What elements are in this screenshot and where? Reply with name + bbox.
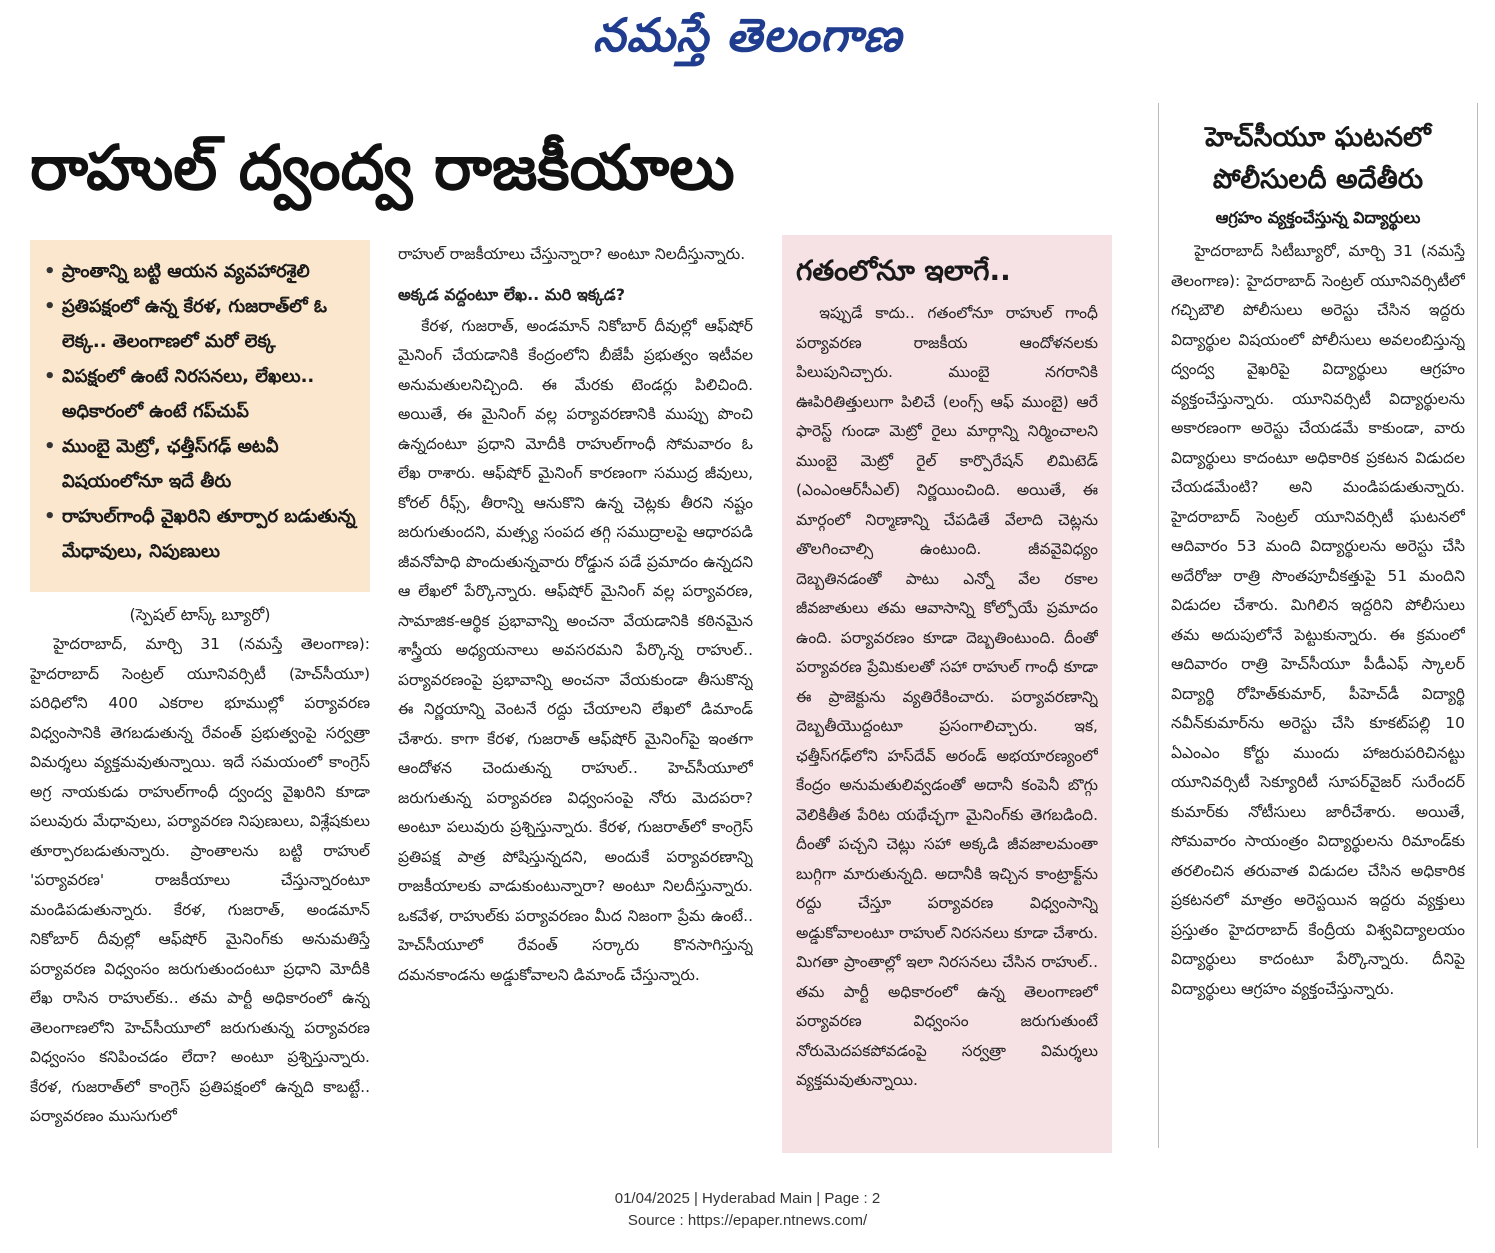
masthead-logo: నమస్తే తెలంగాణ (592, 8, 903, 62)
footer (0, 1188, 1495, 1232)
right-story-box (1158, 103, 1478, 1148)
right-story-deck: ఆగ్రహం వ్యక్తంచేస్తున్న విద్యార్థులు (1215, 208, 1421, 227)
article-body-1: హైదరాబాద్, మార్చి 31 (నమస్తే తెలంగాణ): హైదరాబాద్ సెంట్రల్ యూనివర్సిటీ (హెచ్‌సీయూ) పరిధిలోని 400 ఎకరాల భూముల్లో పర్యావరణ విధ్వంసానికి తెగబడుతున్న రేవంత్ ప్రభుత్వంపై సర్వత్రా విమర్శలు వ్యక్తమవుతున్నాయి. ఇదే సమయంలో కాంగ్రెస్ అగ్ర నాయకుడు రాహుల్‌గాంధీ ద్వంద్వ వైఖరిని కూడా పలువురు మేధావులు, పర్యావరణ నిపుణులు, విశ్లేషకులు తూర్పారబడుతున్నారు. ప్రాంతాలను బట్టి రాహుల్ 'పర్యావరణ' రాజకీయాలు చేస్తున్నారంటూ మండిపడుతున్నారు. కేరళ, గుజరాత్, అండమాన్ నికోబార్ దీవుల్లో ఆఫ్‌షోర్ మైనింగ్‌కు అనుమతిస్తే పర్యావరణ విధ్వంసం జరుగుతుందంటూ ప్రధాని మోదీకి లేఖ రాసిన రాహుల్‌కు.. తమ పార్టీ అధికారంలో ఉన్న తెలంగాణలోని హెచ్‌సీయూలో జరుగుతున్న పర్యావరణ విధ్వంసం కనిపించడం లేదా? అంటూ ప్రశ్నిస్తున్నారు. కేరళ, గుజరాత్‌లో కాంగ్రెస్ ప్రతిపక్షంలో ఉన్నది కాబట్టే.. పర్యావరణం ముసుగులో (30, 635, 370, 1125)
highlight-item: • ప్రతిపక్షంలో ఉన్న కేరళ, గుజరాత్‌లో ఓ లెక్క.. తెలంగాణలో మరో లెక్క (62, 289, 358, 359)
sidebar-body: ఇప్పుడే కాదు.. గతంలోనూ రాహుల్ గాంధీ పర్యావరణ రాజకీయ ఆందోళనలకు పిలుపునిచ్చారు. ముంబై నగరానికి ఊపిరితిత్తులుగా పిలిచే (లంగ్స్ ఆఫ్ ముంబై) ఆరే ఫారెస్ట్ గుండా మెట్రో రైలు మార్గాన్ని నిర్మించాలని ముంబై మెట్రో రైల్ కార్పొరేషన్ లిమిటెడ్ (ఎంఎంఆర్‌సీఎల్) నిర్ణయించింది. అయితే, ఈ మార్గంలో నిర్మాణాన్ని చేపడితే వేలాది చెట్లను తొలగించాల్సి ఉంటుంది. జీవవైవిధ్యం దెబ్బతినడంతో పాటు ఎన్నో వేల రకాల జీవజాతులు తమ ఆవాసాన్ని కోల్పోయే ప్రమాదం ఉంది. పర్యావరణం కూడా దెబ్బతింటుంది. దీంతో పర్యావరణ ప్రేమికులతో సహా రాహుల్ గాంధీ కూడా ఈ ప్రాజెక్టును వ్యతిరేకించారు. పర్యావరణాన్ని దెబ్బతీయొద్దంటూ ప్రసంగాలిచ్చారు. ఇక, ఛత్తీస్‌గఢ్‌లోని హస్‌దేవ్ అరండ్ అభయారణ్యంలో కేంద్రం అనుమతులివ్వడంతో అదానీ కంపెనీ బొగ్గు వెలికితీత పేరిట యథేచ్ఛగా మైనింగ్‌కు తెగబడింది. దీంతో పచ్చని చెట్లు సహా అక్కడి జీవజాలమంతా బుగ్గిగా మారుతున్నది. అదానీకి ఇచ్చిన కాంట్రాక్ట్‌ను రద్దు చేస్తూ పర్యావరణ విధ్వంసాన్ని అడ్డుకోవాలంటూ రాహుల్ నిరసనలు కూడా చేశారు. మిగతా ప్రాంతాల్లో ఇలా నిరసనలు చేసిన రాహుల్.. తమ పార్టీ అధికారంలో ఉన్న తెలంగాణలో పర్యావరణ విధ్వంసం జరుగుతుంటే నోరుమెదపకపోవడంపై సర్వత్రా విమర్శలు వ్యక్తమవుతున్నాయి. (796, 304, 1098, 1089)
highlight-item: • రాహుల్‌గాంధీ వైఖరిని తూర్పార బడుతున్న మేధావులు, నిపుణులు (62, 499, 358, 569)
highlights-list (42, 254, 358, 569)
footer-source-line: Source : https://epaper.ntnews.com/ (627, 1212, 868, 1229)
highlights-box (30, 240, 370, 592)
sidebar-title: గతంలోనూ ఇలాగే.. (796, 254, 1011, 287)
article-continuation: రాహుల్ రాజకీయాలు చేస్తున్నారా? అంటూ నిలదీస్తున్నారు. (398, 245, 746, 263)
article-column-1 (30, 600, 370, 1155)
right-story-title-2: పోలీసులదీ అదేతీరు (1212, 164, 1424, 195)
article-column-2 (398, 240, 753, 1155)
headline: రాహుల్ ద్వంద్వ రాజకీయాలు (30, 131, 735, 204)
right-story-title-1: హెచ్‌సీయూ ఘటనలో (1205, 122, 1431, 153)
highlight-item: • విపక్షంలో ఉంటే నిరసనలు, లేఖలు.. అధికారంలో ఉంటే గప్‌చుప్ (62, 359, 358, 429)
sidebar-box (782, 235, 1112, 1153)
highlight-item: • ప్రాంతాన్ని బట్టి ఆయన వ్యవహారశైలి (62, 254, 358, 289)
right-story-body: హైదరాబాద్ సిటీబ్యూరో, మార్చి 31 (నమస్తే తెలంగాణ): హైదరాబాద్ సెంట్రల్ యూనివర్సిటీలో గచ్చిబౌలి పోలీసులు అరెస్టు చేసిన ఇద్దరు విద్యార్థుల విషయంలో పోలీసులు అవలంబిస్తున్న ద్వంద్వ వైఖరిపై విద్యార్థులు ఆగ్రహం వ్యక్తంచేస్తున్నారు. యూనివర్సిటీ విద్యార్థులను అకారణంగా అరెస్టు చేయడమే కాకుండా, వారు విద్యార్థులు కాదంటూ అధికారిక ప్రకటన విడుదల చేయడమేంటి? అని మండిపడుతున్నారు. హైదరాబాద్ సెంట్రల్ యూనివర్సిటీ ఘటనలో ఆదివారం 53 మంది విద్యార్థులను అరెస్టు చేసి అదేరోజు రాత్రి సొంతపూచీకత్తుపై 51 మందిని విడుదల చేశారు. మిగిలిన ఇద్దరిని పోలీసులు తమ అదుపులోనే పెట్టుకున్నారు. ఈ క్రమంలో ఆదివారం రాత్రి హెచ్‌సీయూ పీడీఎఫ్ స్కాలర్ విద్యార్థి రోహిత్‌కుమార్, పీహెచ్‌డీ విద్యార్థి నవీన్‌కుమార్‌ను అరెస్టు చేసి కూకట్‌పల్లి 10 ఏఎంఎం కోర్టు ముందు హాజరుపరిచినట్టు యూనివర్సిటీ సెక్యూరిటీ సూపర్‌వైజర్ సురేందర్ కుమార్‌కు నోటీసులు జారీచేశారు. అయితే, సోమవారం సాయంత్రం విద్యార్థులను రిమాండ్‌కు తరలించిన తరువాత విడుదల చేసిన అధికారిక ప్రకటనలో మాత్రం అరెస్టయిన ఇద్దరు వ్యక్తులు ప్రస్తుతం హైదరాబాద్ కేంద్రీయ విశ్వవిద్యాలయం విద్యార్థులు కాదంటూ పేర్కొన్నారు. దీనిపై విద్యార్థులు ఆగ్రహం వ్యక్తంచేస్తున్నారు. (1171, 242, 1465, 998)
right-story-body-wrap (1171, 237, 1465, 1117)
article-subhead: అక్కడ వద్దంటూ లేఖ.. మరి ఇక్కడ? (398, 284, 626, 304)
byline: (స్పెషల్ టాస్క్ బ్యూరో) (129, 605, 271, 624)
footer-edition-line: 01/04/2025 | Hyderabad Main | Page : 2 (614, 1190, 881, 1207)
article-body-2: కేరళ, గుజరాత్, అండమాన్ నికోబార్ దీవుల్లో ఆఫ్‌షోర్ మైనింగ్ చేయడానికి కేంద్రంలోని బీజేపీ ప్రభుత్వం ఇటీవల అనుమతులనిచ్చింది. ఈ మేరకు టెండర్లు పిలిచింది. అయితే, ఈ మైనింగ్ వల్ల పర్యావరణానికి ముప్పు పొంచి ఉన్నదంటూ ప్రధాని మోదీకి రాహుల్‌గాంధీ సోమవారం ఓ లేఖ రాశారు. ఆఫ్‌షోర్ మైనింగ్ కారణంగా సముద్ర జీవులు, కోరల్ రీఫ్స్, తీరాన్ని ఆనుకొని ఉన్న చెట్లకు తీరని నష్టం జరుగుతుందని, మత్స్య సంపద తగ్గి సముద్రాలపై ఆధారపడి జీవనోపాధి పొందుతున్నవారు రోడ్డున పడే ప్రమాదం ఉన్నదని ఆ లేఖలో పేర్కొన్నారు. ఆఫ్‌షోర్ మైనింగ్ వల్ల పర్యావరణ, సామాజిక-ఆర్థిక ప్రభావాన్ని అంచనా వేయడానికి కఠినమైన శాస్త్రీయ అధ్యయనాలు అవసరమని పేర్కొన్న రాహుల్.. పర్యావరణంపై ప్రభావాన్ని అంచనా వేయకుండా తీసుకొన్న ఈ నిర్ణయాన్ని వెంటనే రద్దు చేయాలని లేఖలో డిమాండ్ చేశారు. కాగా కేరళ, గుజరాత్ ఆఫ్‌షోర్ మైనింగ్‌పై ఇంతగా ఆందోళన చెందుతున్న రాహుల్.. హెచ్‌సీయూలో జరుగుతున్న పర్యావరణ విధ్వంసంపై నోరు మెదపరా? అంటూ పలువురు ప్రశ్నిస్తున్నారు. కేరళ, గుజరాత్‌లో కాంగ్రెస్ ప్రతిపక్ష పాత్ర పోషిస్తున్నదని, అందుకే పర్యావరణాన్ని రాజకీయాలకు వాడుకుంటున్నారా? అంటూ నిలదీస్తున్నారు. ఒకవేళ, రాహుల్‌కు పర్యావరణం మీద నిజంగా ప్రేమ ఉంటే.. హెచ్‌సీయూలో రేవంత్ సర్కారు కొనసాగిస్తున్న దమనకాండను అడ్డుకోవాలని డిమాండ్ చేస్తున్నారు. (398, 316, 753, 984)
sidebar-body-wrap (796, 299, 1098, 1129)
highlight-item: • ముంబై మెట్రో, ఛత్తీస్‌గఢ్ అటవీ విషయంలోనూ ఇదే తీరు (62, 429, 358, 499)
